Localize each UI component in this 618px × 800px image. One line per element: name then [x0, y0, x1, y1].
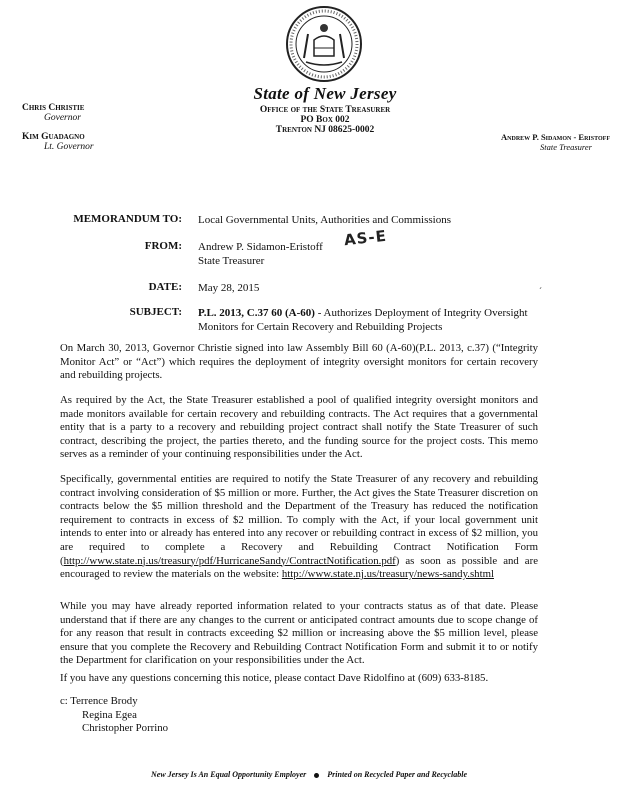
- office-name: Office of the State Treasurer: [259, 105, 391, 115]
- subject-line1: - Authorizes Deployment of Integrity Oversight: [314, 307, 528, 319]
- footer-employer: New Jersey Is An Equal Opportunity Employer: [150, 770, 307, 779]
- memo-date-label: DATE:: [148, 281, 182, 293]
- notification-form-link[interactable]: http://www.state.nj.us/treasury/pdf/HurricaneSandy/ContractNotification.pdf: [63, 554, 396, 567]
- governor-name: Chris Christie: [22, 103, 85, 113]
- paragraph-5: If you have any questions concerning this notice, please contact Dave Ridolfino at (609) 633-8185.: [60, 672, 489, 684]
- margin-mark: ´: [539, 286, 542, 296]
- paragraph-3-text-b: ) as soon as possible and are encouraged to review the materials on the website:: [60, 554, 538, 581]
- paragraph-2: As required by the Act, the State Treasurer established a pool of qualified integrity oversight monitors and made monitors available for certain recovery and rebuilding contracts. The Act requires that a governmental entity that is a party to a recovery and rebuilding project contract shall notify the State Treasurer of such contract, describing the project, the parties thereto, and the funding source for the project costs. This memo serves as a reminder of your continuing responsibilities under the Act.: [60, 394, 538, 461]
- letterhead: [170, 84, 480, 135]
- paragraph-4: While you may have already reported information related to your contracts status as of that date. Please understand that if there are any changes to the current or anticipated contract amounts due to scope change of for any reason that result in contracts exceeding $2 million or increasing above the $5 million level, please ensure that you complete the Recovery and Rebuilding Contract Notification Form and submit it to or notify the Department for clarification on your responsibilities under the Act.: [60, 600, 538, 667]
- official-right: [440, 132, 610, 161]
- treasurer-name: Andrew P. Sidamon - Eristoff: [501, 132, 610, 142]
- state-name: State of New Jersey: [253, 84, 397, 103]
- memo-from-label: FROM:: [144, 240, 182, 252]
- cc-name: Regina Egea: [82, 708, 137, 721]
- governor-title: Governor: [44, 113, 81, 123]
- memo-subject-label: SUBJECT:: [129, 306, 182, 318]
- memo-from-name: Andrew P. Sidamon-Eristoff: [198, 241, 323, 253]
- memo-to-label: MEMORANDUM TO:: [73, 213, 182, 225]
- paragraph-3: [60, 473, 538, 582]
- lt-governor-name: Kim Guadagno: [22, 132, 85, 142]
- state-seal-icon: [284, 4, 364, 84]
- po-box: PO Box 002: [300, 115, 350, 125]
- memo-from-block: [198, 240, 323, 268]
- paragraph-3-text-a: Specifically, governmental entities are required to notify the State Treasurer of any recovery and rebuilding contract involving consideration of $5 million or more. Further, the Act gives the State Treasurer discretion on contracts below the $5 million threshold and the Department of the Treasury has reduced the notification requirement to contracts in excess of $2 million. To comply with the Act, if your local government unit intends to enter into or already has entered into any recover or rebuilding contract in excess of $2 million, you are required to complete a Recovery and Rebuilding Contract Notification Form (: [60, 473, 538, 567]
- memo-to-value: Local Governmental Units, Authorities and Commissions: [198, 214, 451, 226]
- bullet-icon: [314, 773, 319, 778]
- treasurer-title: State Treasurer: [539, 142, 592, 152]
- footer: [0, 770, 618, 779]
- subject-statute: P.L. 2013, C.37 60 (A-60): [198, 307, 315, 319]
- memo-from-title: State Treasurer: [198, 255, 265, 267]
- cc-name: Terrence Brody: [70, 695, 138, 707]
- city-address: Trenton NJ 08625-0002: [275, 125, 375, 135]
- cc-name: Christopher Porrino: [82, 722, 169, 735]
- lt-governor-title: Lt. Governor: [44, 142, 94, 152]
- cc-label: c:: [60, 695, 71, 707]
- memo-subject: [198, 306, 538, 334]
- memo-date-value: May 28, 2015: [198, 282, 260, 294]
- handwritten-signature: AS-E: [343, 226, 388, 250]
- footer-recycled: Printed on Recycled Paper and Recyclable: [327, 770, 468, 779]
- cc-list: [60, 695, 168, 736]
- officials-left: [22, 103, 172, 161]
- paragraph-1: On March 30, 2013, Governor Christie signed into law Assembly Bill 60 (A-60)(P.L. 2013, c.37) (“Integrity Monitor Act” or “Act”) which requires the deployment of integrity oversight monitors for certain recovery and rebuilding projects.: [60, 342, 538, 382]
- subject-line2: Monitors for Certain Recovery and Rebuilding Projects: [198, 321, 443, 333]
- sandy-news-link[interactable]: http://www.state.nj.us/treasury/news-sandy.shtml: [281, 568, 494, 581]
